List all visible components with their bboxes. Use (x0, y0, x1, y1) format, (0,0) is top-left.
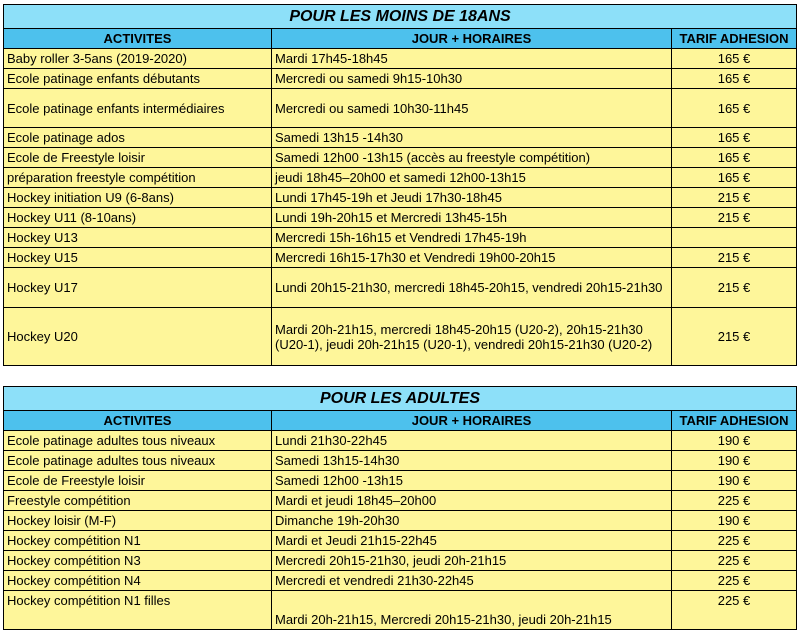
adults-title-row (4, 387, 797, 411)
schedule-cell: Mercredi ou samedi 10h30-11h45 (272, 89, 672, 128)
activity-cell: Freestyle compétition (4, 491, 272, 511)
price-cell: 215 € (672, 268, 797, 308)
price-cell (672, 228, 797, 248)
schedule-cell: Mardi et jeudi 18h45–20h00 (272, 491, 672, 511)
schedule-cell: Mardi 20h-21h15, mercredi 18h45-20h15 (U20-2), 20h15-21h30 (U20-1), jeudi 20h-21h15 (U20-1), vendredi 20h15-21h30 (U20-2) (272, 308, 672, 366)
schedule-cell: Lundi 19h-20h15 et Mercredi 13h45-15h (272, 208, 672, 228)
schedule-cell: Lundi 21h30-22h45 (272, 431, 672, 451)
schedule-cell: Mercredi 20h15-21h30, jeudi 20h-21h15 (272, 551, 672, 571)
table-row (4, 268, 797, 308)
activity-cell: préparation freestyle compétition (4, 168, 272, 188)
activity-cell: Hockey loisir (M-F) (4, 511, 272, 531)
activity-cell: Hockey U17 (4, 268, 272, 308)
activity-cell: Hockey compétition N3 (4, 551, 272, 571)
activity-cell: Hockey U13 (4, 228, 272, 248)
table-row (4, 69, 797, 89)
table-row (4, 308, 797, 366)
col-header-schedule: JOUR + HORAIRES (272, 411, 672, 431)
activity-cell: Hockey compétition N4 (4, 571, 272, 591)
price-cell: 215 € (672, 188, 797, 208)
price-cell: 225 € (672, 531, 797, 551)
price-cell: 165 € (672, 69, 797, 89)
activity-cell: Ecole de Freestyle loisir (4, 471, 272, 491)
col-header-schedule: JOUR + HORAIRES (272, 29, 672, 49)
col-header-activities: ACTIVITES (4, 411, 272, 431)
activity-cell: Ecole patinage enfants débutants (4, 69, 272, 89)
schedule-cell: jeudi 18h45–20h00 et samedi 12h00-13h15 (272, 168, 672, 188)
table-row (4, 228, 797, 248)
schedule-cell: Mardi et Jeudi 21h15-22h45 (272, 531, 672, 551)
minors-header-row (4, 29, 797, 49)
table-row (4, 471, 797, 491)
price-cell: 215 € (672, 208, 797, 228)
price-cell: 165 € (672, 89, 797, 128)
schedule-cell: Samedi 13h15-14h30 (272, 451, 672, 471)
table-row (4, 168, 797, 188)
schedule-cell: Mardi 17h45-18h45 (272, 49, 672, 69)
price-cell: 190 € (672, 511, 797, 531)
price-cell: 215 € (672, 248, 797, 268)
schedule-cell: Samedi 13h15 -14h30 (272, 128, 672, 148)
activity-cell: Ecole de Freestyle loisir (4, 148, 272, 168)
price-cell: 165 € (672, 168, 797, 188)
col-header-activities: ACTIVITES (4, 29, 272, 49)
activity-cell: Ecole patinage enfants intermédiaires (4, 89, 272, 128)
activity-cell: Ecole patinage adultes tous niveaux (4, 431, 272, 451)
activity-cell: Hockey U20 (4, 308, 272, 366)
price-cell: 165 € (672, 148, 797, 168)
adults-table (3, 386, 797, 630)
adults-header-row (4, 411, 797, 431)
table-row (4, 451, 797, 471)
activity-cell: Ecole patinage adultes tous niveaux (4, 451, 272, 471)
schedule-cell: Mercredi 16h15-17h30 et Vendredi 19h00-20h15 (272, 248, 672, 268)
table-row (4, 128, 797, 148)
schedule-cell: Samedi 12h00 -13h15 (accès au freestyle compétition) (272, 148, 672, 168)
activity-cell: Hockey U15 (4, 248, 272, 268)
table-row (4, 89, 797, 128)
price-cell: 225 € (672, 571, 797, 591)
schedule-cell: Dimanche 19h-20h30 (272, 511, 672, 531)
table-row (4, 571, 797, 591)
table-row (4, 148, 797, 168)
table-row (4, 531, 797, 551)
price-cell: 190 € (672, 451, 797, 471)
schedule-cell: Lundi 20h15-21h30, mercredi 18h45-20h15, vendredi 20h15-21h30 (272, 268, 672, 308)
activity-cell: Baby roller 3-5ans (2019-2020) (4, 49, 272, 69)
table-row (4, 491, 797, 511)
schedule-cell: Mercredi 15h-16h15 et Vendredi 17h45-19h (272, 228, 672, 248)
schedule-cell: Mardi 20h-21h15, Mercredi 20h15-21h30, jeudi 20h-21h15 (272, 591, 672, 630)
table-row (4, 49, 797, 69)
minors-title: POUR LES MOINS DE 18ANS (4, 5, 797, 29)
activity-cell: Hockey compétition N1 (4, 531, 272, 551)
price-cell: 225 € (672, 591, 797, 630)
activity-cell: Hockey U11 (8-10ans) (4, 208, 272, 228)
table-row (4, 208, 797, 228)
price-cell: 215 € (672, 308, 797, 366)
price-cell: 190 € (672, 431, 797, 451)
activity-cell: Hockey initiation U9 (6-8ans) (4, 188, 272, 208)
table-row (4, 188, 797, 208)
table-row (4, 591, 797, 630)
activity-cell: Hockey compétition N1 filles (4, 591, 272, 630)
price-cell: 225 € (672, 551, 797, 571)
price-cell: 165 € (672, 128, 797, 148)
price-cell: 190 € (672, 471, 797, 491)
col-header-price: TARIF ADHESION (672, 29, 797, 49)
minors-table (3, 4, 797, 366)
table-row (4, 511, 797, 531)
price-cell: 165 € (672, 49, 797, 69)
minors-title-row (4, 5, 797, 29)
activity-cell: Ecole patinage ados (4, 128, 272, 148)
price-cell: 225 € (672, 491, 797, 511)
schedule-cell: Mercredi et vendredi 21h30-22h45 (272, 571, 672, 591)
table-row (4, 248, 797, 268)
col-header-price: TARIF ADHESION (672, 411, 797, 431)
table-row (4, 431, 797, 451)
table-row (4, 551, 797, 571)
schedule-cell: Mercredi ou samedi 9h15-10h30 (272, 69, 672, 89)
schedule-cell: Lundi 17h45-19h et Jeudi 17h30-18h45 (272, 188, 672, 208)
adults-title: POUR LES ADULTES (4, 387, 797, 411)
schedule-cell: Samedi 12h00 -13h15 (272, 471, 672, 491)
